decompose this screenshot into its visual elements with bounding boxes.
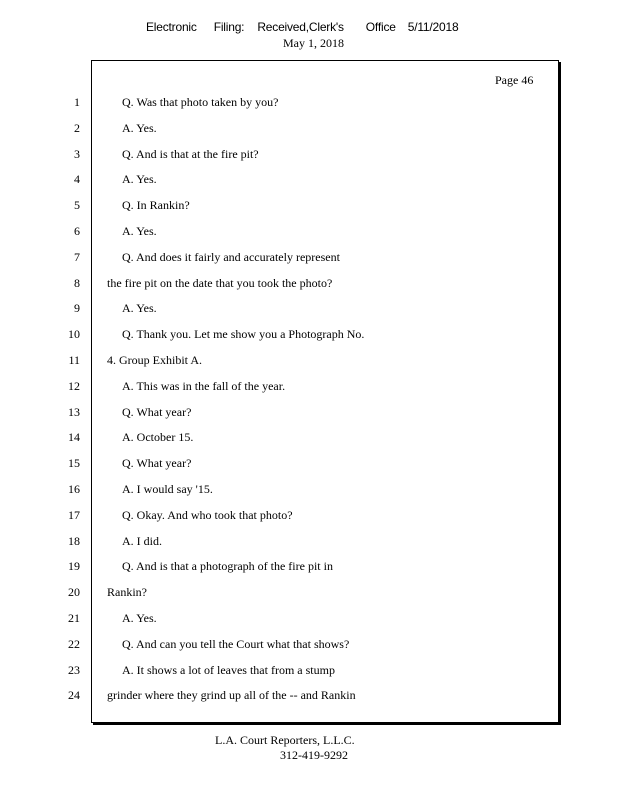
line-text: Q. Was that photo taken by you?: [122, 95, 279, 109]
line-number: 9: [74, 301, 80, 316]
line-text: Q. And is that a photograph of the fire pit in: [122, 559, 333, 574]
footer-company: L.A. Court Reporters, L.L.C.: [215, 733, 355, 747]
line-number: 10: [68, 327, 80, 342]
line-text: A. I would say '15.: [122, 482, 213, 496]
filing-stamp: [146, 20, 458, 34]
filing-electronic: Electronic: [146, 20, 197, 34]
transcript-line: [0, 456, 618, 472]
line-text: Rankin?: [107, 585, 147, 600]
transcript-line: [0, 198, 618, 214]
transcript-line: [0, 121, 618, 137]
transcript-line: [0, 379, 618, 395]
line-text: grinder where they grind up all of the -- and Rankin: [107, 688, 356, 703]
line-number: 4: [74, 172, 80, 187]
line-text: A. I did.: [122, 533, 162, 548]
line-text: A. October 15.: [122, 430, 194, 445]
line-number: 22: [68, 636, 80, 651]
line-text: A. It shows a lot of leaves that from a stump: [122, 662, 335, 677]
line-text: A. This was in the fall of the year.: [122, 378, 286, 393]
line-number: 21: [68, 611, 80, 625]
transcript-line: [0, 224, 618, 240]
transcript-line: [0, 585, 618, 601]
footer-phone: 312-419-9292: [280, 748, 348, 762]
line-text: Q. In Rankin?: [122, 198, 190, 213]
line-number: 8: [74, 275, 80, 290]
line-number: 20: [68, 585, 80, 600]
line-number: 5: [74, 198, 80, 213]
line-number: 13: [68, 404, 80, 419]
line-number: 1: [74, 95, 80, 109]
filing-office: Office: [365, 20, 396, 34]
transcript-line: [0, 430, 618, 446]
line-text: A. Yes.: [122, 301, 157, 316]
line-text: A. Yes.: [122, 611, 157, 625]
transcript-line: [0, 327, 618, 343]
line-text: Q. What year?: [122, 456, 192, 471]
line-text: A. Yes.: [122, 224, 157, 238]
transcript-line: [0, 405, 618, 421]
transcript-line: [0, 482, 618, 498]
line-number: 3: [74, 146, 80, 161]
transcript-line: [0, 688, 618, 704]
line-number: 14: [68, 430, 80, 445]
line-number: 24: [68, 688, 80, 703]
line-text: Q. And does it fairly and accurately represent: [122, 249, 340, 264]
deposition-date: May 1, 2018: [283, 36, 344, 50]
filing-label: Filing:: [213, 20, 245, 34]
transcript-line: [0, 637, 618, 653]
transcript-line: [0, 559, 618, 575]
transcript-line: [0, 250, 618, 266]
transcript-line: [0, 172, 618, 188]
line-text: Q. And is that at the fire pit?: [122, 146, 259, 161]
transcript-line: [0, 534, 618, 550]
line-text: A. Yes.: [122, 120, 157, 135]
line-number: 19: [68, 559, 80, 574]
transcript-line: [0, 353, 618, 369]
filing-date: 5/11/2018: [407, 20, 459, 34]
transcript-line: [0, 611, 618, 627]
line-number: 16: [68, 482, 80, 496]
line-text: Q. What year?: [122, 404, 192, 419]
line-text: A. Yes.: [122, 172, 157, 187]
line-number: 18: [68, 533, 80, 548]
line-text: Q. Thank you. Let me show you a Photograph No.: [122, 327, 365, 342]
line-text: Q. Okay. And who took that photo?: [122, 507, 293, 522]
line-number: 17: [68, 507, 80, 522]
filing-header: [0, 20, 618, 54]
line-text: Q. And can you tell the Court what that shows?: [122, 636, 350, 651]
line-text: the fire pit on the date that you took the photo?: [107, 275, 333, 290]
transcript-line: [0, 95, 618, 111]
line-text: 4. Group Exhibit A.: [107, 353, 202, 367]
page-number: Page 46: [495, 73, 534, 87]
line-number: 6: [74, 224, 80, 238]
transcript-line: [0, 276, 618, 292]
transcript-line: [0, 663, 618, 679]
transcript-line: [0, 508, 618, 524]
line-number: 2: [74, 120, 80, 135]
transcript-line: [0, 301, 618, 317]
line-number: 15: [68, 456, 80, 471]
filing-received: Received,Clerk's: [257, 20, 344, 34]
line-number: 11: [68, 353, 80, 367]
line-number: 7: [74, 249, 80, 264]
line-number: 12: [68, 378, 80, 393]
transcript-line: [0, 147, 618, 163]
line-number: 23: [68, 662, 80, 677]
